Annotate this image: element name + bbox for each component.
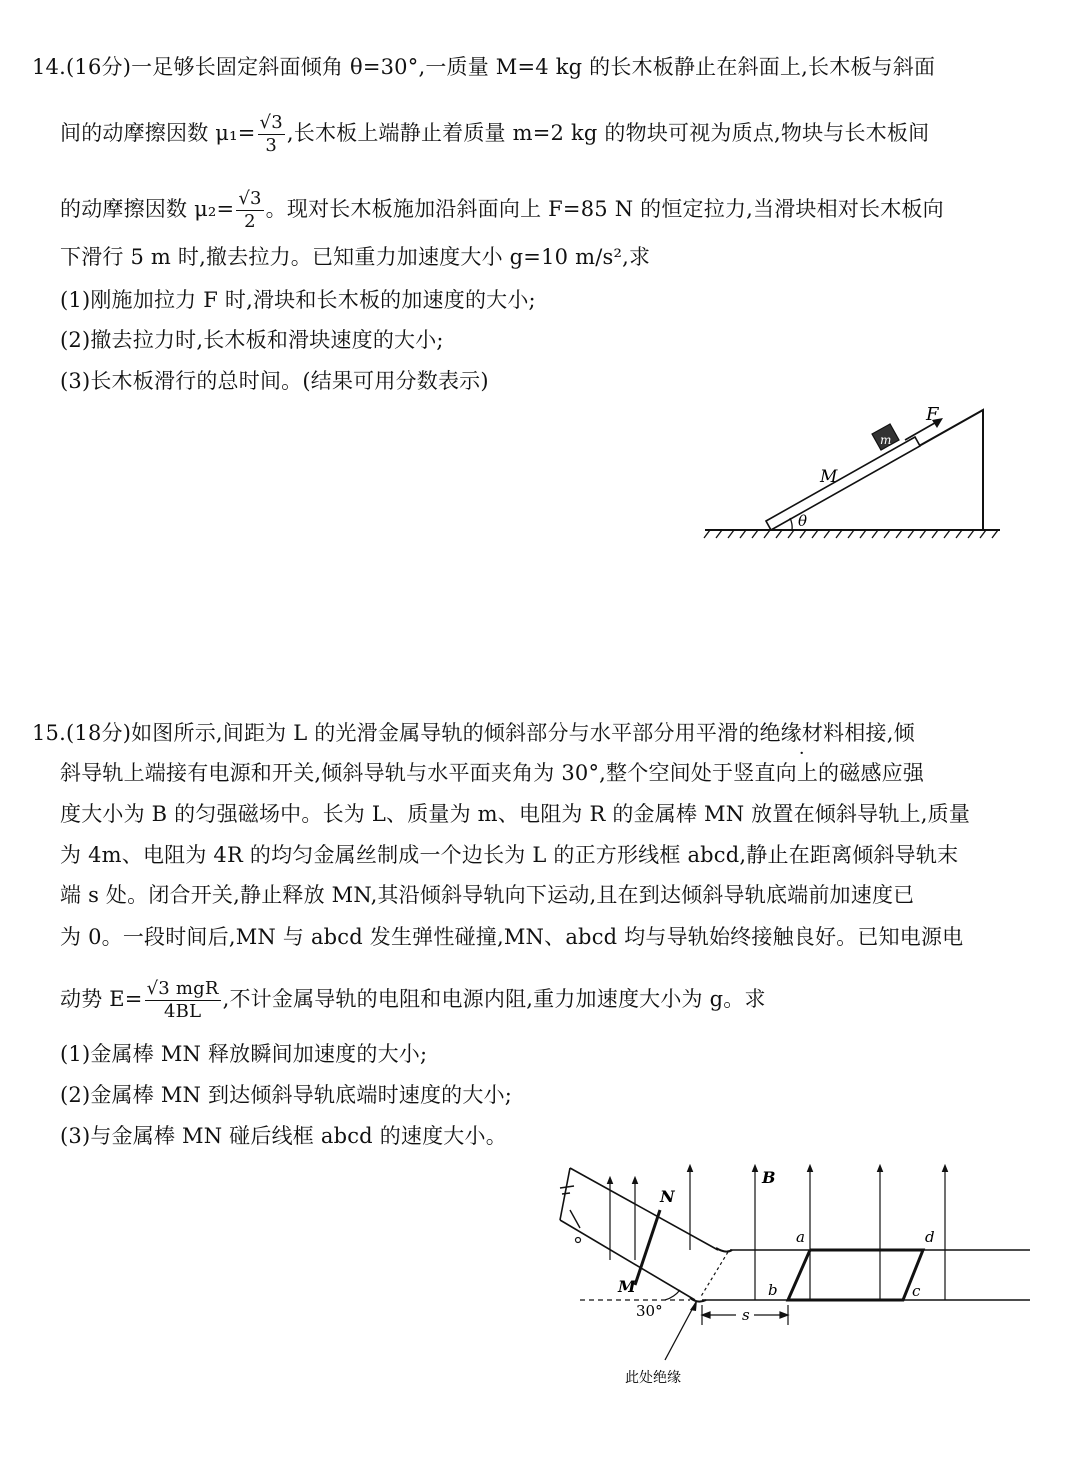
q14-line-4: 下滑行 5 m 时,撤去拉力。已知重力加速度大小 g=10 m/s²,求 (60, 245, 651, 269)
q15-sub-2: (2)金属棒 MN 到达倾斜导轨底端时速度的大小; (60, 1083, 513, 1107)
label-M: M (618, 1277, 636, 1296)
mu2-numerator: √3 (238, 188, 262, 209)
mu1-fraction (258, 112, 285, 157)
q15-line-2: 斜导轨上端接有电源和开关,倾斜导轨与水平面夹角为 30°,整个空间处于竖直向上的磁感应强 (60, 761, 925, 785)
insulation-pointer (665, 1302, 696, 1360)
label-M: M (820, 467, 838, 487)
label-theta: θ (798, 512, 808, 530)
upper-inclined-rail (570, 1168, 718, 1250)
q14-line-1: 14.(16分)一足够长固定斜面倾角 θ=30°,一质量 M=4 kg 的长木板静止在斜面上,长木板与斜面 (32, 55, 936, 79)
q15-line-7 (60, 978, 766, 1023)
emf-numerator: √3 mgR (146, 978, 219, 999)
label-c: c (912, 1282, 921, 1300)
long-plank (766, 437, 920, 530)
q15-line-1 (32, 718, 915, 748)
label-B: B (762, 1168, 776, 1187)
q15-line-1a: 15.(18分)如图所示,间距为 L 的光滑金属导轨的倾斜部分与水平部分用平滑的 (32, 721, 760, 745)
label-d: d (925, 1228, 935, 1246)
q14-sub-1: (1)刚施加拉力 F 时,滑块和长木板的加速度的大小; (60, 288, 536, 312)
mu2-fraction (236, 188, 263, 233)
q15-line-7a: 动势 E= (60, 987, 143, 1011)
q15-line-6: 为 0。一段时间后,MN 与 abcd 发生弹性碰撞,MN、abcd 均与导轨始终接触良好。已知电源电 (60, 925, 964, 949)
q14-line-2a: 间的动摩擦因数 μ₁= (60, 121, 256, 145)
mu1-denominator: 3 (265, 135, 278, 156)
label-N: N (660, 1187, 675, 1206)
q14-sub-2: (2)撤去拉力时,长木板和滑块速度的大小; (60, 328, 444, 352)
emf-denominator: 4BL (163, 1001, 202, 1022)
q14-incline-figure (700, 400, 1010, 550)
emf-fraction (145, 978, 221, 1023)
insulation-joint (690, 1248, 732, 1302)
q15-line-4: 为 4m、电阻为 4R 的均匀金属丝制成一个边长为 L 的正方形线框 abcd,静止在距离倾斜导轨末 (60, 843, 959, 867)
q14-line-3 (60, 188, 944, 233)
rod-MN (635, 1210, 660, 1285)
insulation-pointer-head (690, 1300, 697, 1311)
q14-line-3a: 的动摩擦因数 μ₂= (60, 197, 235, 221)
q14-line-2 (60, 112, 929, 157)
q14-line-2b: ,长木板上端静止着质量 m=2 kg 的物块可视为质点,物块与长木板间 (286, 121, 930, 145)
label-b: b (768, 1281, 778, 1299)
q15-line-3: 度大小为 B 的匀强磁场中。长为 L、质量为 m、电阻为 R 的金属棒 MN 放置在倾斜导轨上,质量 (60, 802, 971, 826)
q15-sub-3: (3)与金属棒 MN 碰后线框 abcd 的速度大小。 (60, 1124, 507, 1148)
angle-arc-30 (665, 1290, 680, 1300)
q14-line-3b: 。现对长木板施加沿斜面向上 F=85 N 的恒定拉力,当滑块相对长木板向 (265, 197, 944, 221)
q15-emphasis-insulation: 绝缘材料 (759, 721, 845, 745)
label-F: F (926, 404, 939, 425)
battery-symbol (560, 1186, 574, 1194)
svg-text:m: m (880, 433, 892, 447)
label-s: s (742, 1306, 750, 1324)
label-angle-30: 30° (636, 1302, 663, 1320)
q15-line-1b: 相接,倾 (844, 721, 915, 745)
q15-line-5: 端 s 处。闭合开关,静止释放 MN,其沿倾斜导轨向下运动,且在到达倾斜导轨底端前加速度已 (60, 883, 915, 907)
angle-arc (790, 518, 792, 530)
frame-abcd (788, 1250, 923, 1300)
mu2-denominator: 2 (244, 211, 256, 232)
label-insulation: 此处绝缘 (625, 1370, 681, 1386)
q15-sub-1: (1)金属棒 MN 释放瞬间加速度的大小; (60, 1042, 428, 1066)
q15-rail-figure (540, 1150, 1040, 1450)
block-m (872, 424, 899, 450)
q15-line-7b: ,不计金属导轨的电阻和电源内阻,重力加速度大小为 g。求 (222, 987, 766, 1011)
label-a: a (796, 1228, 805, 1246)
mu1-numerator: √3 (259, 112, 283, 133)
ground-hatching (704, 530, 998, 538)
q14-sub-3: (3)长木板滑行的总时间。(结果可用分数表示) (60, 369, 489, 393)
